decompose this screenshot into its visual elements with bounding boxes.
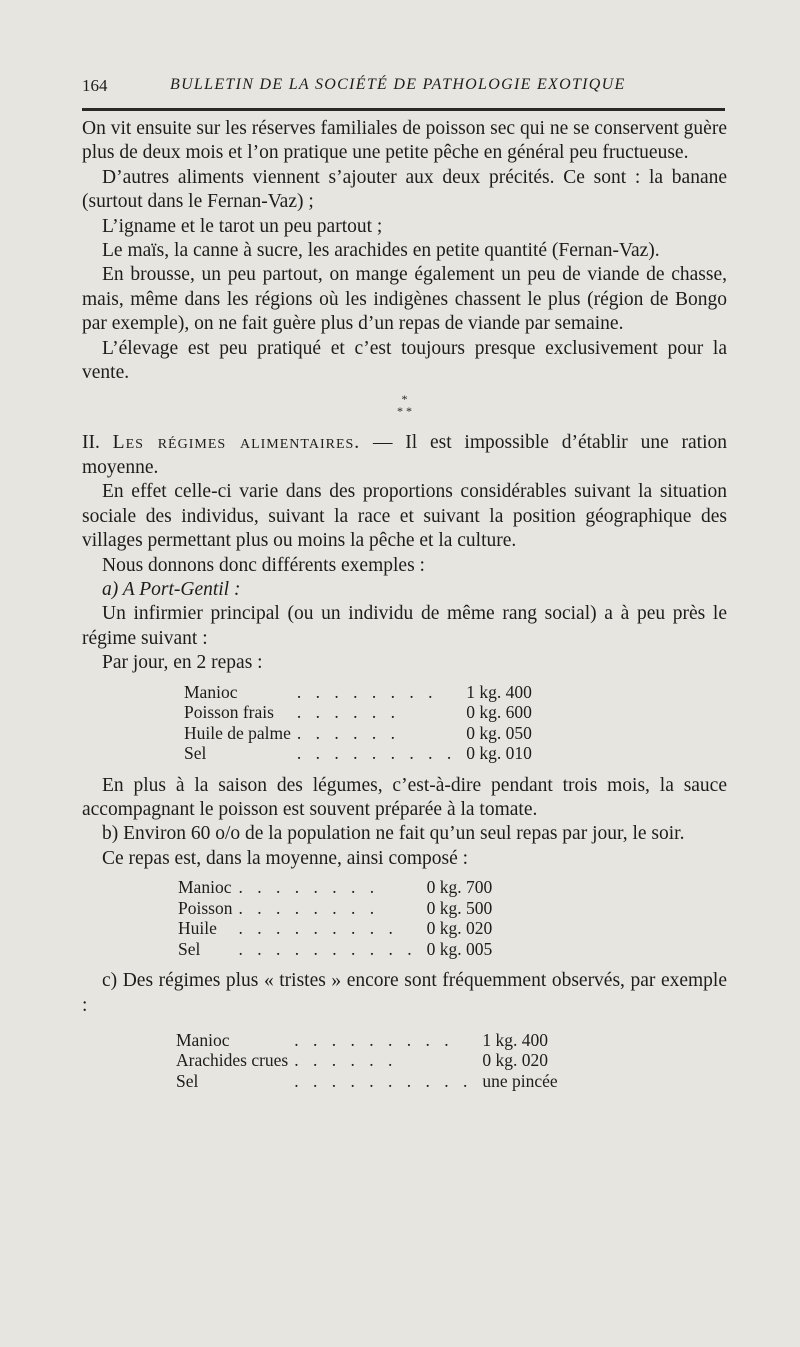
- diet-table-c: [176, 1030, 558, 1092]
- paragraph: D’autres aliments viennent s’ajouter aux deux précités. Ce sont : la banane (surtout dans le Fernan-Vaz) ;: [82, 166, 727, 213]
- paragraph: En plus à la saison des légumes, c’est-à-dire pendant trois mois, la sauce accompagnant le poisson est souvent préparée à la tomate.: [82, 774, 727, 820]
- diet-quantity: 0 kg. 020: [482, 1050, 548, 1071]
- paragraph: c) Des régimes plus « tristes » encore sont fréquemment observés, par exemple :: [82, 970, 727, 1016]
- table-row: [178, 918, 492, 939]
- dot-leader: . . . . . . . .: [296, 681, 438, 702]
- paragraph: Par jour, en 2 repas :: [102, 652, 263, 674]
- running-title: BULLETIN DE LA SOCIÉTÉ DE PATHOLOGIE EXOTIQUE: [170, 76, 626, 93]
- dot-leader: . . . . . . . .: [238, 897, 380, 918]
- dot-leader: . . . . . . . . . .: [238, 938, 417, 959]
- page-header: [82, 76, 722, 102]
- paragraph: Ce repas est, dans la moyenne, ainsi composé :: [102, 847, 469, 869]
- diet-quantity: 0 kg. 050: [466, 722, 532, 743]
- dot-leader: . . . . . . . . .: [294, 1029, 454, 1050]
- section-text: — Il est impossible d’établir une ration moyenne.: [82, 432, 727, 478]
- diet-quantity: 0 kg. 005: [426, 938, 493, 959]
- diet-item: Huile: [178, 918, 217, 939]
- dot-leader: . . . . . . . . .: [296, 743, 457, 764]
- paragraph: Le maïs, la canne à sucre, les arachides en petite quantité (Fernan-Vaz).: [102, 240, 660, 262]
- diet-item: Poisson: [178, 897, 233, 918]
- diet-item: Arachides crues: [176, 1050, 289, 1071]
- diet-quantity: 0 kg. 600: [466, 702, 532, 723]
- paragraph: Un infirmier principal (ou un individu de même rang social) a à peu près le régime suivant :: [82, 603, 727, 649]
- diet-item: Manioc: [178, 877, 232, 898]
- diet-item: Poisson frais: [184, 702, 274, 723]
- diet-quantity: 0 kg. 500: [426, 897, 493, 918]
- section-title: Les régimes alimentaires.: [112, 432, 361, 454]
- diet-item: Manioc: [176, 1029, 230, 1050]
- table-row: [184, 682, 532, 703]
- dot-leader: . . . . . . . .: [238, 877, 380, 898]
- dot-leader: . . . . . . . . .: [238, 918, 398, 939]
- separator-stars: * * *: [397, 392, 412, 419]
- paragraph: Nous donnons donc différents exemples :: [102, 554, 425, 576]
- diet-quantity: 0 kg. 020: [426, 918, 493, 939]
- dot-leader: . . . . . .: [294, 1050, 398, 1071]
- table-row: [184, 743, 532, 764]
- section-heading-paragraph: [82, 431, 727, 480]
- diet-item: Sel: [178, 938, 201, 959]
- header-rule: [82, 108, 725, 111]
- table-row: [176, 1050, 558, 1071]
- table-row: [176, 1071, 558, 1092]
- diet-table-b: [178, 877, 492, 959]
- table-row: [176, 1030, 558, 1051]
- paragraph: L’élevage est peu pratiqué et c’est toujours presque exclusivement pour la vente.: [82, 337, 727, 384]
- diet-quantity: 0 kg. 700: [426, 877, 493, 898]
- paragraph: En effet celle-ci varie dans des proportions considérables suivant la situation sociale des individus, suivant la race et suivant la position géographique des villages permettant plus ou moins la pêche et la culture.: [82, 481, 727, 552]
- diet-quantity: 1 kg. 400: [466, 681, 532, 702]
- diet-item: Sel: [176, 1070, 199, 1091]
- paragraph: b) Environ 60 o/o de la population ne fait qu’un seul repas par jour, le soir.: [102, 823, 685, 845]
- body-text: [82, 117, 727, 1101]
- subsection-heading-a: a) A Port-Gentil :: [102, 578, 241, 600]
- dot-leader: . . . . . .: [296, 702, 401, 723]
- table-row: [178, 898, 492, 919]
- diet-item: Huile de palme: [184, 722, 291, 743]
- diet-item: Sel: [184, 743, 207, 764]
- diet-item: Manioc: [184, 681, 238, 702]
- dot-leader: . . . . . . . . . .: [294, 1070, 473, 1091]
- diet-quantity: une pincée: [482, 1070, 558, 1091]
- section-separator: [82, 393, 727, 417]
- page-number: 164: [82, 76, 108, 95]
- table-row: [178, 939, 492, 960]
- paragraph: On vit ensuite sur les réserves familiales de poisson sec qui ne se conservent guère plus de deux mois et l’on pratique une petite pêche en général peu fructueuse.: [82, 118, 727, 164]
- table-row: [184, 702, 532, 723]
- diet-quantity: 0 kg. 010: [466, 743, 532, 764]
- diet-quantity: 1 kg. 400: [482, 1029, 548, 1050]
- diet-table-a: [184, 682, 532, 764]
- table-row: [184, 723, 532, 744]
- paragraph: L’igname et le tarot un peu partout ;: [102, 215, 383, 237]
- paragraph: En brousse, un peu partout, on mange également un peu de viande de chasse, mais, même dans les régions où les indigènes chassent le plus (région de Bongo par exemple), on ne fait guère plus d’un repas de viande par semaine.: [82, 264, 727, 335]
- dot-leader: . . . . . .: [296, 722, 401, 743]
- table-row: [178, 877, 492, 898]
- section-number: II.: [82, 432, 100, 454]
